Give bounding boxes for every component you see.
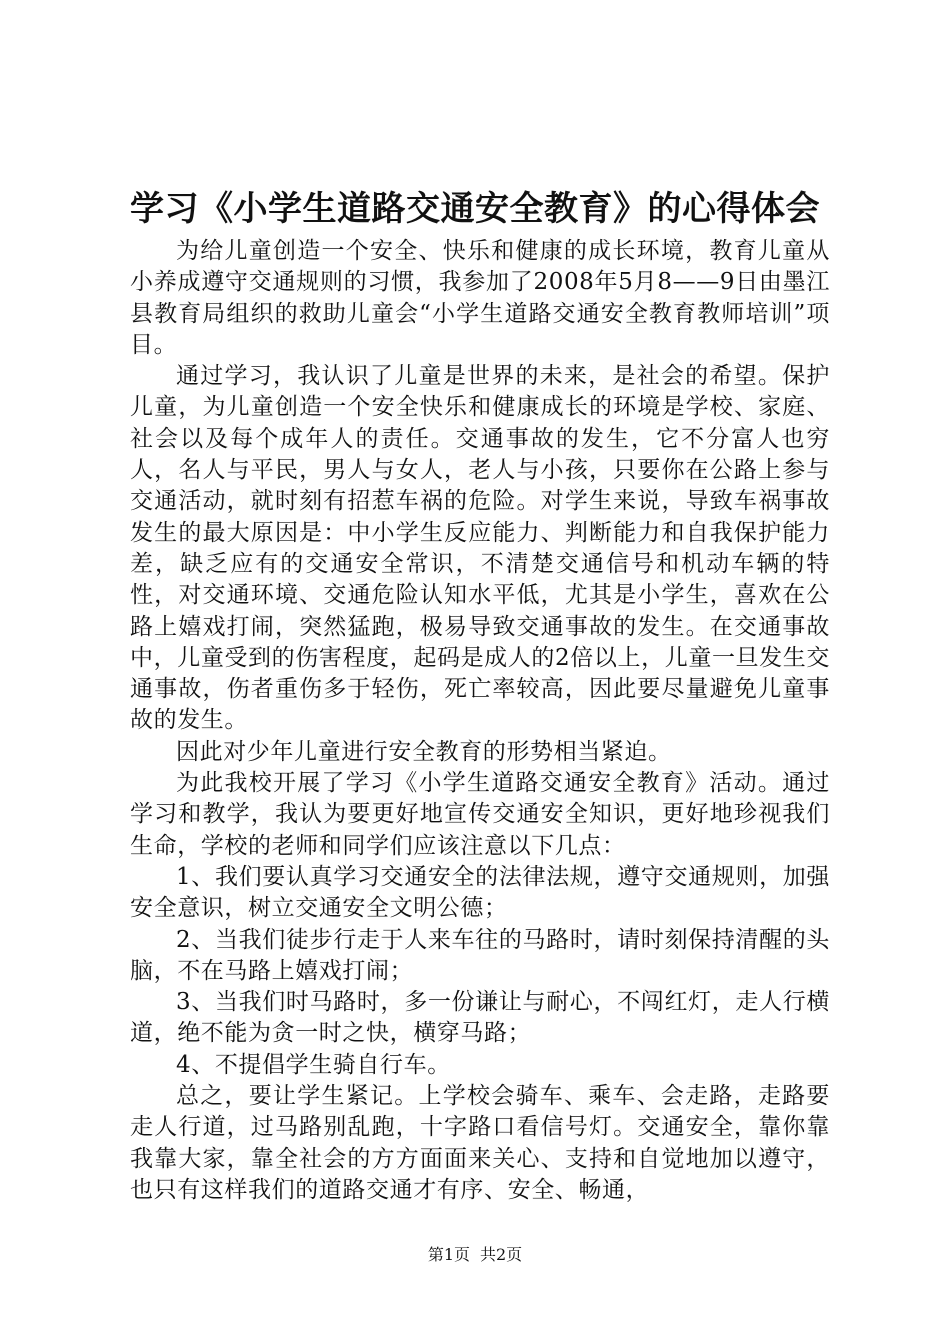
paragraph-conclusion: 总之，要让学生紧记。上学校会骑车、乘车、会走路，走路要走人行道，过马路别乱跑，十字路口看信号灯。交通安全，靠你靠我靠大家，靠全社会的方方面面来关心、支持和自觉地加以遵守，也只有这样我们的道路交通才有序、安全、畅通，	[130, 1083, 830, 1203]
document-body	[130, 236, 830, 1206]
page-number: 第1页	[427, 1245, 470, 1264]
paragraph-urgency: 因此对少年儿童进行安全教育的形势相当紧迫。	[176, 738, 672, 765]
page-footer	[0, 1243, 950, 1267]
page-total: 共2页	[480, 1245, 523, 1264]
paragraph-learning: 通过学习，我认识了儿童是世界的未来，是社会的希望。保护儿童，为儿童创造一个安全快乐和健康成长的环境是学校、家庭、社会以及每个成年人的责任。交通事故的发生，它不分富人也穷人，名人与平民，男人与女人，老人与小孩，只要你在公路上参与交通活动，就时刻有招惹车祸的危险。对学生来说，导致车祸事故发生的最大原因是：中小学生反应能力、判断能力和自我保护能力差，缺乏应有的交通安全常识，不清楚交通信号和机动车辆的特性，对交通环境、交通危险认知水平低，尤其是小学生，喜欢在公路上嬉戏打闹，突然猛跑，极易导致交通事故的发生。在交通事故中，儿童受到的伤害程度，起码是成人的2倍以上，儿童一旦发生交通事故，伤者重伤多于轻伤，死亡率较高，因此要尽量避免儿童事故的发生。	[130, 363, 830, 734]
list-item-3: 3、当我们时马路时，多一份谦让与耐心，不闯红灯，走人行横道，绝不能为贪一时之快，横穿马路；	[130, 989, 830, 1047]
paragraph-intro: 为给儿童创造一个安全、快乐和健康的成长环境，教育儿童从小养成遵守交通规则的习惯，我参加了2008年5月8——9日由墨江县教育局组织的救助儿童会“小学生道路交通安全教育教师培训”项目。	[130, 238, 830, 358]
list-item-4: 4、不提倡学生骑自行车。	[176, 1051, 451, 1078]
list-item-2: 2、当我们徒步行走于人来车往的马路时，请时刻保持清醒的头脑，不在马路上嬉戏打闹；	[130, 926, 830, 984]
list-item-1: 1、我们要认真学习交通安全的法律法规，遵守交通规则，加强安全意识，树立交通安全文明公德；	[130, 863, 830, 922]
document-title: 学习《小学生道路交通安全教育》的心得体会	[130, 189, 820, 229]
paragraph-activity: 为此我校开展了学习《小学生道路交通安全教育》活动。通过学习和教学，我认为要更好地宣传交通安全知识，更好地珍视我们生命，学校的老师和同学们应该注意以下几点：	[130, 770, 830, 859]
